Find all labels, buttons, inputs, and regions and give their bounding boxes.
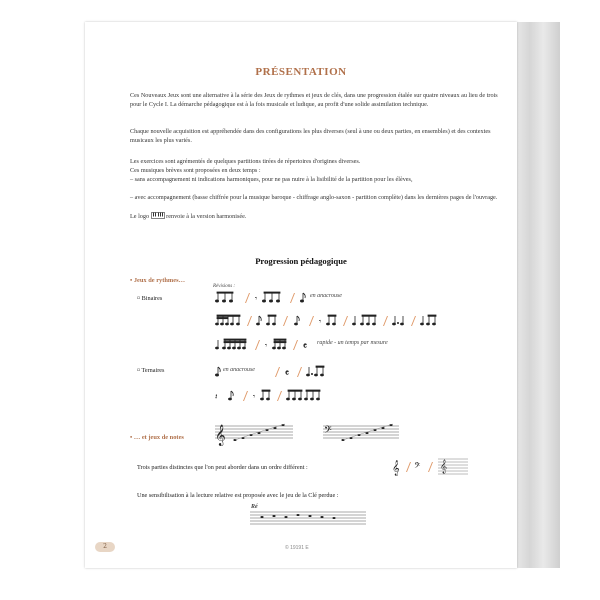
binaires-label: ¤ Binaires	[137, 295, 163, 302]
treble-clef-icon: 𝄞	[215, 425, 226, 446]
intro-paragraph-logo	[130, 212, 502, 222]
intro-paragraph-3b: Ces musiques brèves sont proposées en deux temps :	[130, 167, 261, 174]
clefs-icons	[390, 456, 470, 478]
svg-text:𝄴: 𝄴	[303, 341, 308, 351]
logo-text-before: Le logo	[130, 213, 150, 220]
intro-paragraph-1: Ces Nouveaux Jeux sont une alternative à la série des Jeux de rythmes et jeux de clés, dans une progression étalée sur quatre niveaux au lieu de trois pour le Cycle I. La démarche pédagogique est à la fois musicale et ludique, au profit d'une solide assimilation technique.	[130, 92, 498, 108]
svg-text:𝄴: 𝄴	[285, 369, 290, 379]
intro-paragraph-3d: – avec accompagnement (basse chiffrée pour la musique baroque - chiffrage anglo-saxon - partition complète) dans les dernières pages de l'ouvrage.	[130, 194, 498, 201]
bass-clef-icon: 𝄢	[324, 424, 332, 438]
sensibilisation-text: Une sensibilisation à la lecture relative est proposée avec le jeu de la Clé perdue :	[137, 492, 339, 499]
svg-text:𝄾: 𝄾	[253, 392, 256, 401]
rhythm-row-2	[215, 313, 475, 329]
copyright-code: © 19191 E	[285, 545, 309, 551]
intro-paragraph-3c: – sans accompagnement ni indications harmoniques, pour ne pas nuire à la lisibilité de la partition pour les élèves,	[130, 176, 413, 183]
section-jeux-de-notes: • … et jeux de notes	[130, 434, 184, 441]
intro-paragraph-2: Chaque nouvelle acquisition est appréhendée dans des configurations les plus diverses (seul à une ou deux parties, en ensembles) et des contextes musicaux les plus variés.	[130, 128, 491, 144]
bass-staff	[321, 420, 401, 448]
en-anacrouse-label-2: en anacrouse	[223, 367, 255, 373]
re-label: Ré	[251, 504, 258, 510]
bass-clef-small-icon: 𝄢	[414, 462, 421, 473]
en-anacrouse-label-1: en anacrouse	[310, 293, 342, 299]
book-page	[85, 22, 517, 568]
trois-parties-text: Trois parties distinctes que l'on peut aborder dans un ordre différent :	[137, 464, 308, 471]
progression-title: Progression pédagogique	[255, 256, 347, 266]
rapide-label: rapide - un temps par mesure	[317, 340, 388, 346]
svg-text:𝄾: 𝄾	[319, 317, 322, 326]
ternaires-label: ¤ Ternaires	[137, 367, 165, 374]
svg-text:𝄾: 𝄾	[255, 294, 258, 303]
svg-text:𝄽: 𝄽	[215, 392, 218, 401]
page-number: 2	[95, 542, 115, 552]
svg-text:𝄾: 𝄾	[265, 341, 268, 350]
cle-perdue-staff	[248, 504, 368, 528]
revisions-label: Révisions :	[213, 284, 236, 289]
piano-logo-icon	[151, 212, 165, 219]
page-title: PRÉSENTATION	[255, 66, 347, 78]
treble-clef-small-icon: 𝄞	[392, 461, 400, 476]
logo-text-after: renvoie à la version harmonisée.	[166, 213, 247, 220]
intro-paragraph-3a: Les exercices sont agrémentés de quelques partitions tirées de répertoires d'origines diverses.	[130, 158, 361, 165]
section-jeux-de-rythmes: • Jeux de rythmes…	[130, 277, 185, 284]
treble-staff	[213, 420, 295, 448]
rhythm-row-5	[215, 388, 435, 404]
grand-staff-icon: 𝄞	[440, 459, 448, 473]
